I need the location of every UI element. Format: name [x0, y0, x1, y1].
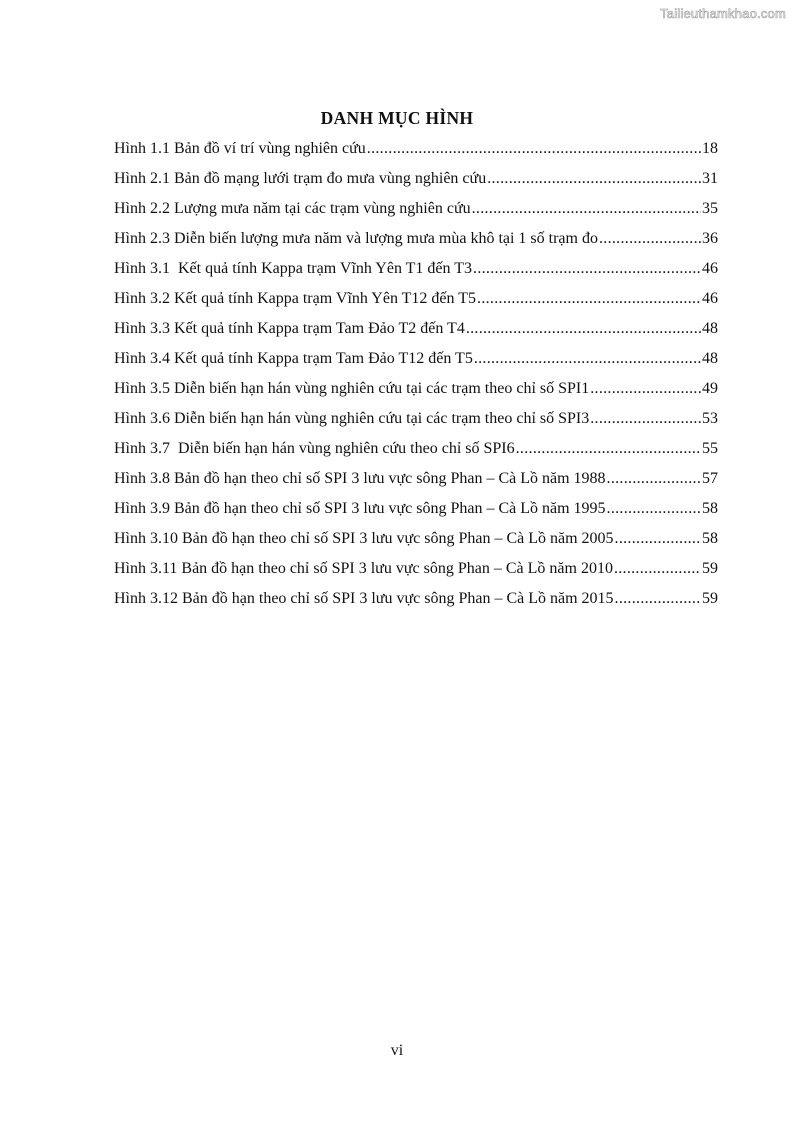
figure-entry-page: 59 — [702, 560, 718, 577]
figure-entry-label: Hình 3.2 Kết quả tính Kappa trạm Vĩnh Yên T12 đến T5 — [114, 290, 477, 307]
figure-entry-label: Hình 3.6 Diễn biến hạn hán vùng nghiên cứu tại các trạm theo chỉ số SPI3 — [114, 410, 590, 427]
figure-entry-page: 53 — [702, 410, 718, 427]
figure-entry-page: 46 — [702, 260, 718, 277]
figure-entry[interactable] — [114, 198, 718, 228]
figure-entry-label: Hình 3.12 Bản đồ hạn theo chỉ số SPI 3 lưu vực sông Phan – Cà Lồ năm 2015 — [114, 590, 614, 607]
dot-leader — [477, 288, 701, 310]
dot-leader — [607, 468, 701, 490]
figure-entry-label: Hình 3.7 Diễn biến hạn hán vùng nghiên cứu theo chỉ số SPI6 — [114, 440, 515, 457]
figure-entry[interactable] — [114, 408, 718, 438]
figure-entry-label: Hình 3.8 Bản đồ hạn theo chỉ số SPI 3 lưu vực sông Phan – Cà Lồ năm 1988 — [114, 470, 606, 487]
figure-entry[interactable] — [114, 378, 718, 408]
figure-entry[interactable] — [114, 528, 718, 558]
figure-entry-label: Hình 2.2 Lượng mưa năm tại các trạm vùng nghiên cứu — [114, 200, 471, 217]
dot-leader — [599, 228, 701, 250]
figure-entry-page: 46 — [702, 290, 718, 307]
figure-entry-page: 49 — [702, 380, 718, 397]
figure-entry-label: Hình 3.9 Bản đồ hạn theo chỉ số SPI 3 lưu vực sông Phan – Cà Lồ năm 1995 — [114, 500, 606, 517]
figure-entry-page: 31 — [702, 170, 718, 187]
dot-leader — [607, 498, 701, 520]
figure-entry-label: Hình 3.1 Kết quả tính Kappa trạm Vĩnh Yên T1 đến T3 — [114, 260, 473, 277]
dot-leader — [487, 168, 701, 190]
figure-entry[interactable] — [114, 228, 718, 258]
dot-leader — [590, 378, 701, 400]
dot-leader — [615, 588, 701, 610]
figure-entry[interactable] — [114, 288, 718, 318]
dot-leader — [466, 318, 701, 340]
dot-leader — [516, 438, 701, 460]
figure-entry[interactable] — [114, 438, 718, 468]
figure-entry-label: Hình 2.1 Bản đồ mạng lưới trạm đo mưa vùng nghiên cứu — [114, 170, 487, 187]
dot-leader — [614, 558, 701, 580]
figure-list — [114, 138, 718, 618]
figure-entry-page: 58 — [702, 500, 718, 517]
dot-leader — [590, 408, 701, 430]
figure-entry-page: 48 — [702, 320, 718, 337]
figure-entry-page: 35 — [702, 200, 718, 217]
figure-entry-page: 18 — [702, 140, 718, 157]
dot-leader — [367, 138, 701, 160]
figure-entry-page: 59 — [702, 590, 718, 607]
figure-entry[interactable] — [114, 138, 718, 168]
figure-entry-label: Hình 3.5 Diễn biến hạn hán vùng nghiên cứu tại các trạm theo chỉ số SPI1 — [114, 380, 590, 397]
dot-leader — [474, 348, 701, 370]
figure-entry[interactable] — [114, 468, 718, 498]
figure-entry[interactable] — [114, 168, 718, 198]
figure-entry-page: 55 — [702, 440, 718, 457]
figure-entry-label: Hình 3.10 Bản đồ hạn theo chỉ số SPI 3 lưu vực sông Phan – Cà Lồ năm 2005 — [114, 530, 614, 547]
page-number: vi — [390, 1042, 404, 1059]
figure-entry-label: Hình 1.1 Bản đồ ví trí vùng nghiên cứu — [114, 140, 366, 157]
figure-entry[interactable] — [114, 498, 718, 528]
figure-entry-page: 57 — [702, 470, 718, 487]
page-title: DANH MỤC HÌNH — [320, 108, 474, 128]
figure-entry-page: 48 — [702, 350, 718, 367]
figure-entry-label: Hình 3.11 Bản đồ hạn theo chỉ số SPI 3 lưu vực sông Phan – Cà Lồ năm 2010 — [114, 560, 613, 577]
figure-entry[interactable] — [114, 558, 718, 588]
figure-entry[interactable] — [114, 258, 718, 288]
figure-entry-label: Hình 2.3 Diễn biến lượng mưa năm và lượng mưa mùa khô tại 1 số trạm đo — [114, 230, 598, 247]
dot-leader — [473, 258, 701, 280]
figure-entry[interactable] — [114, 348, 718, 378]
dot-leader — [615, 528, 701, 550]
watermark-text: Tailieuthamkhao.com — [660, 6, 786, 21]
figure-entry-page: 36 — [702, 230, 718, 247]
dot-leader — [472, 198, 701, 220]
figure-entry-page: 58 — [702, 530, 718, 547]
figure-entry-label: Hình 3.3 Kết quả tính Kappa trạm Tam Đảo T2 đến T4 — [114, 320, 465, 337]
figure-entry[interactable] — [114, 318, 718, 348]
figure-entry[interactable] — [114, 588, 718, 618]
figure-entry-label: Hình 3.4 Kết quả tính Kappa trạm Tam Đảo T12 đến T5 — [114, 350, 473, 367]
